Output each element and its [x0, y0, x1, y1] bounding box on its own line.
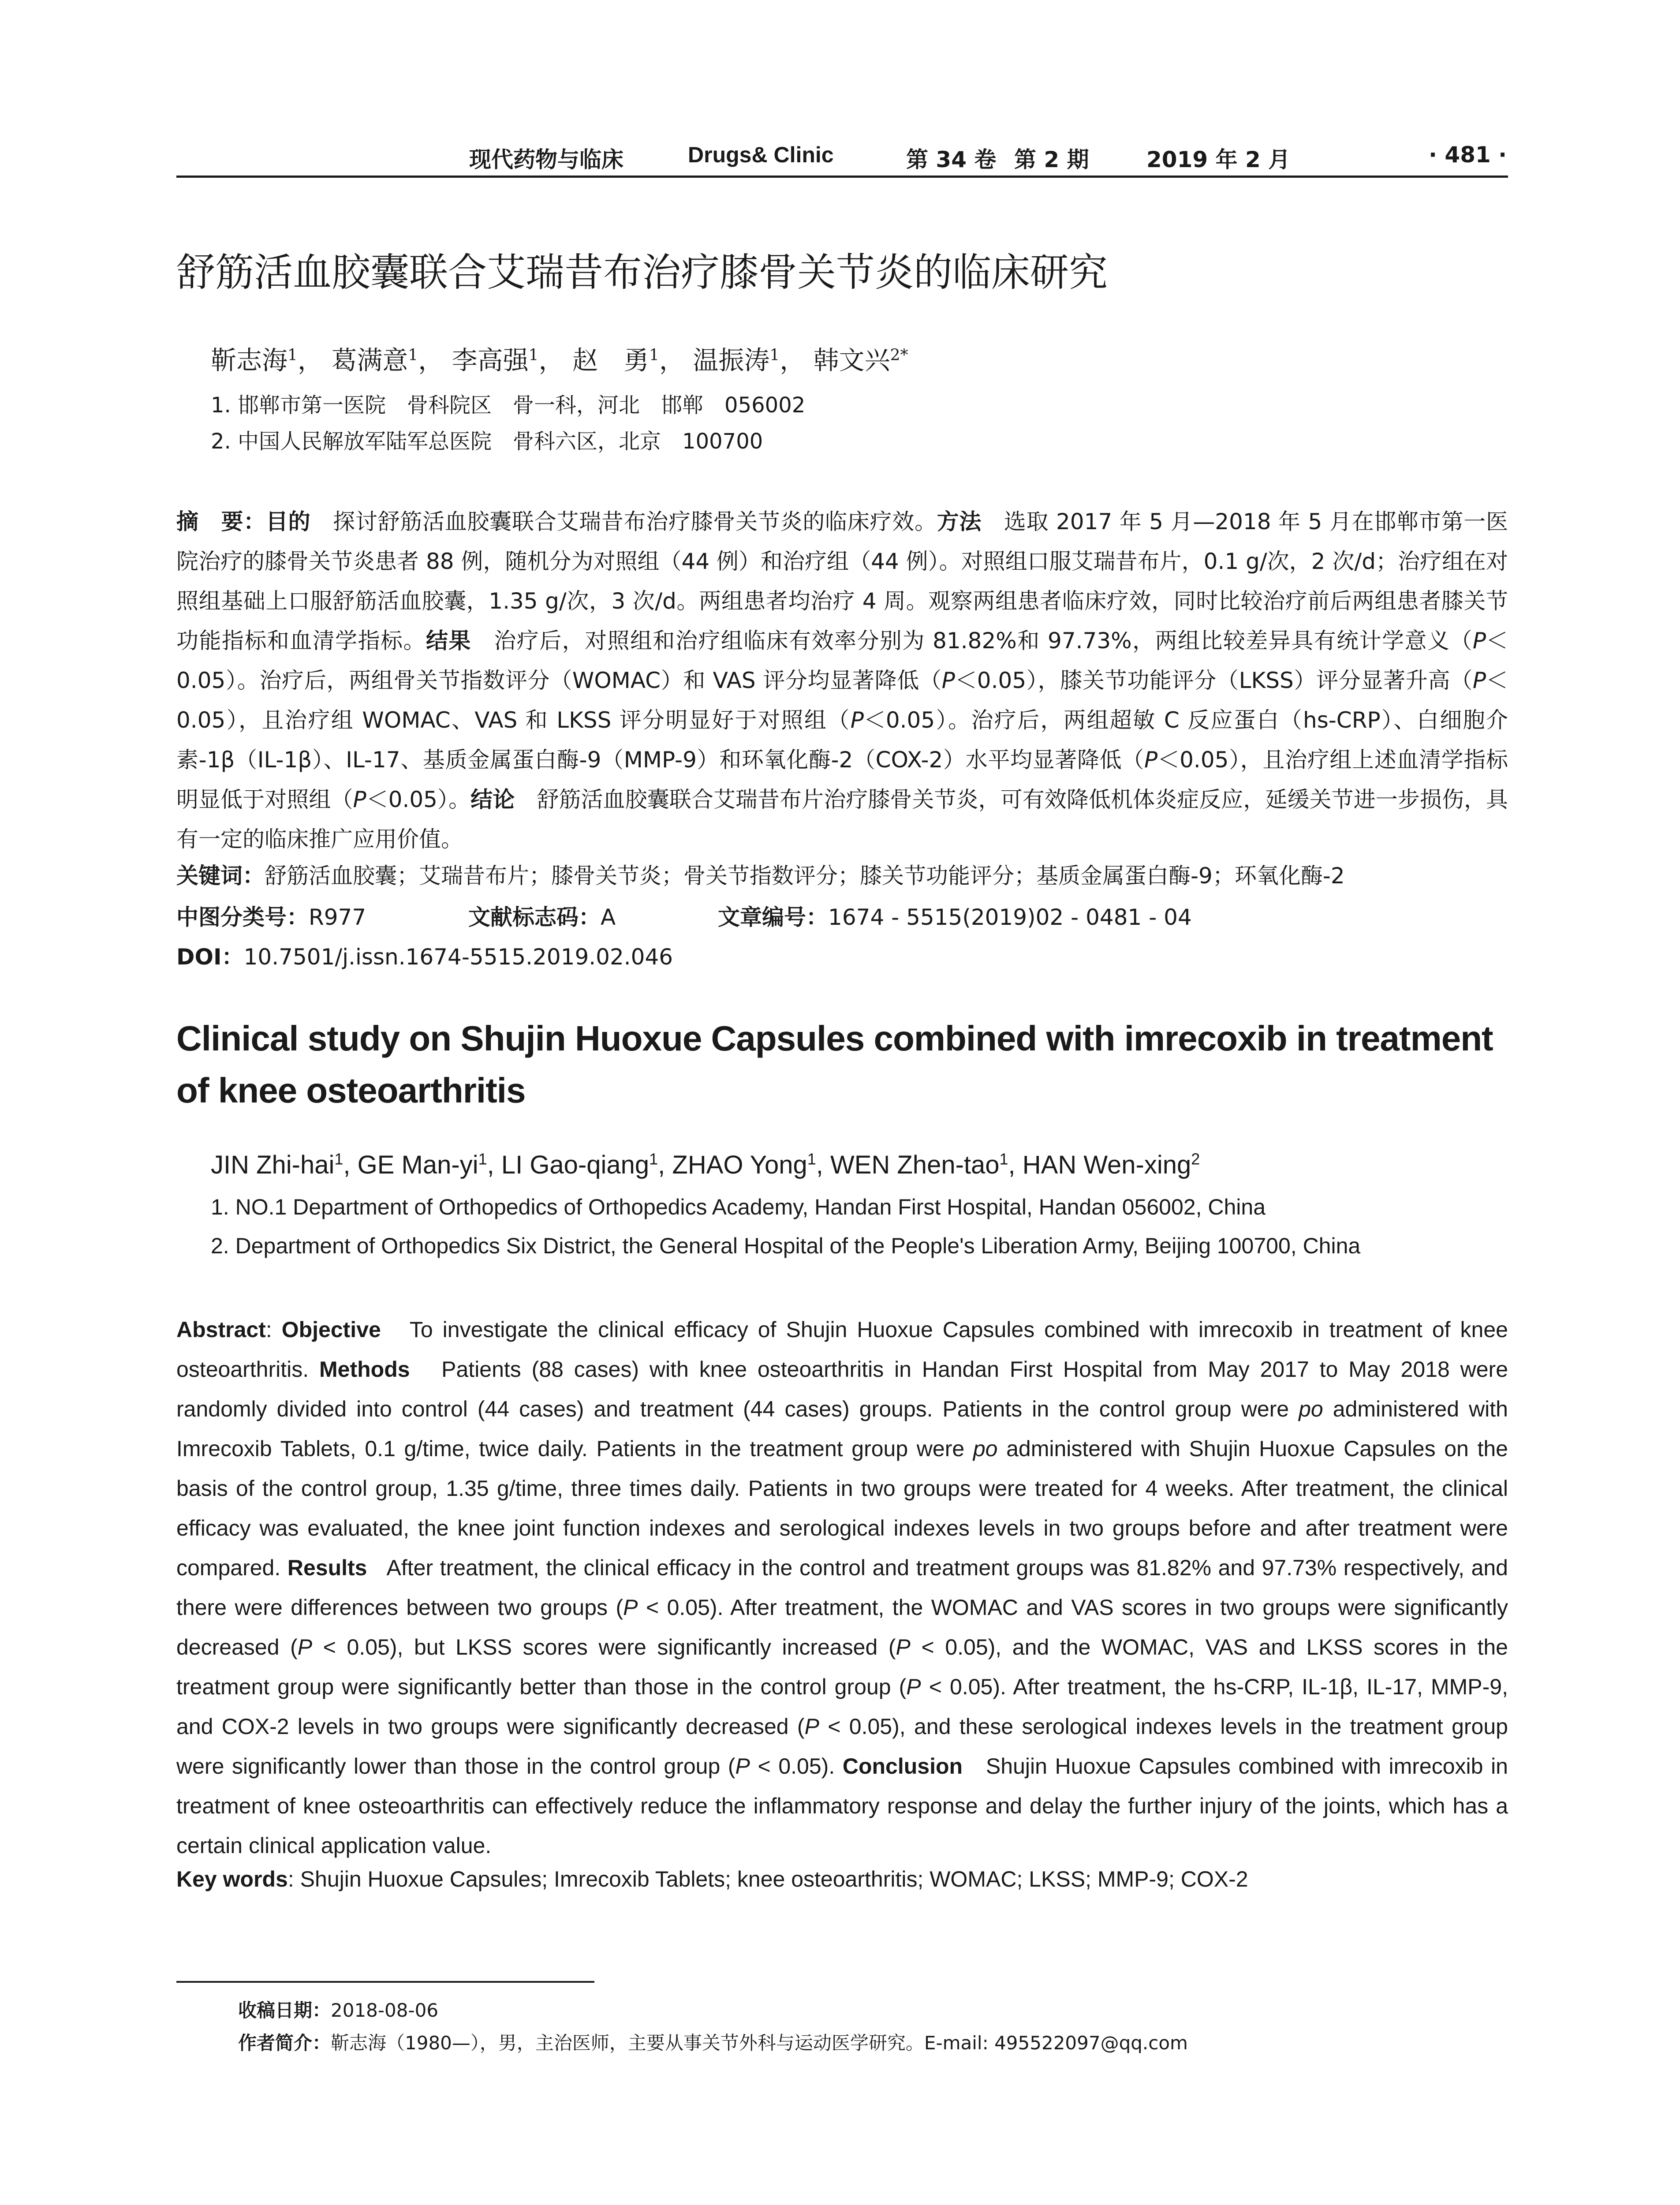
author-sup: 1 [769, 346, 780, 364]
author-cn: 葛满意 [331, 345, 408, 375]
author-en: JIN Zhi-hai [211, 1151, 335, 1179]
objective-label-en: Objective [281, 1317, 381, 1342]
affiliation-en-1: 1. NO.1 Department of Orthopedics of Orthopedics Academy, Handan First Hospital, Handan 056002, China [211, 1195, 1266, 1219]
results-label-en: Results [287, 1555, 367, 1580]
author-sup: 2* [890, 346, 908, 364]
doi-line [176, 939, 673, 971]
methods-en: administered with Shujin Huoxue Capsules on the basis of the control group, 1.35 g/time, three times daily. Patients in two groups were treated for 4 weeks. After treatment, the clinical efficacy was evaluated, the knee joint function indexes and serological indexes levels in two groups before and after treatment were compared. [176, 1436, 1508, 1580]
author-cn: 李高强 [452, 345, 529, 375]
author-sup: 1 [807, 1150, 816, 1168]
title-cn: 舒筋活血胶囊联合艾瑞昔布治疗膝骨关节炎的临床研究 [176, 250, 1108, 295]
results-en: After treatment, the clinical efficacy in the control and treatment groups was 81.82% and 97.73% respectively, and there were differences between two groups ( [176, 1555, 1508, 1620]
author-en: LI Gao-qiang [501, 1151, 650, 1179]
classification-line [176, 900, 1192, 931]
results-cn: ＜0.05）。治疗后，两组超敏 C 反应蛋白（hs-CRP）、白细胞介素-1β（IL-1β）、IL-17、基质金属蛋白酶-9（MMP-9）和环氧化酶-2（COX-2）水平均显著降低（ [176, 707, 1508, 773]
doc-code-value: A [601, 904, 616, 930]
author-en: HAN Wen-xing [1022, 1151, 1191, 1179]
received-date [238, 1996, 438, 2022]
doi-label: DOI： [176, 944, 244, 970]
authors-en: JIN Zhi-hai$^1$, GE Man-$yi^1$, LI Gao-qiang$^1$, ZHAO Yong$^1$, WEN Zhen-tao$^1$, HAN Wen-xing$^2$ [211, 1150, 1200, 1179]
keywords-label-en: Key words [176, 1867, 288, 1891]
p-symbol: P [906, 1674, 921, 1699]
author-sup: 1 [478, 1150, 487, 1168]
results-en: < 0.05). [758, 1754, 835, 1779]
methods-en: Patients (88 cases) with knee osteoarthritis in Handan First Hospital from May 2017 to May 2018 were randomly divided into control (44 cases) and treatment (44 cases) groups. Patients in the control group were [176, 1357, 1508, 1421]
conclusion-cn: 舒筋活血胶囊联合艾瑞昔布片治疗膝骨关节炎，可有效降低机体炎症反应，延缓关节进一步损伤，具有一定的临床推广应用价值。 [176, 787, 1508, 852]
author-sup: 1 [649, 346, 659, 364]
results-en: < 0.05). After treatment, the hs-CRP, IL-1β, IL-17, MMP-9, and COX-2 levels in two groups were significantly decreased ( [176, 1674, 1508, 1739]
doi-value: 10.7501/j.issn.1674-5515.2019.02.046 [243, 944, 673, 970]
affiliation-en-2: 2. Department of Orthopedics Six District, the General Hospital of the People's Liberation Army, Beijing 100700, China [211, 1233, 1361, 1258]
po-abbrev: po [973, 1436, 998, 1461]
results-cn: ＜0.05）。 [366, 787, 471, 812]
abstract-en: Abstract: Objective To investigate the clinical efficacy of Shujin Huoxue Capsules combined with imrecoxib in treatment of knee osteoarthritis. Methods Patients (88 cases) with knee osteoarthritis in Handan First Hospital from May 2017 to May 2018 were randomly divided into control (44 cases) and treatment (44 cases) groups. Patients in the control group were po administered with Imrecoxib Tablets, 0.1 g/time, twice daily. Patients in the treatment group were po administered with Shujin Huoxue Capsules on the basis of the control group, 1.35 g/time, three times daily. Patients in two groups were treated for 4 weeks. After treatment, the clinical efficacy was evaluated, the knee joint function indexes and serological indexes levels in two groups before and after treatment were compared. Results After treatment, the clinical efficacy in the control and treatment groups was 81.82% and 97.73% respectively, and there were differences between two groups (P < 0.05). After treatment, the WOMAC and VAS scores in two groups were significantly decreased (P < 0.05), but LKSS scores were significantly increased (P < 0.05), and the WOMAC, VAS and LKSS scores in the treatment group were significantly better than those in the control group (P < 0.05). After treatment, the hs-CRP, IL-1β, IL-17, MMP-9, and COX-2 levels in two groups were significantly decreased (P < 0.05), and these serological indexes levels in the treatment group were significantly lower than those in the control group (P < 0.05). Conclusion Shujin Huoxue Capsules combined with imrecoxib in treatment of knee osteoarthritis can effectively reduce the inflammatory response and delay the further injury of the joints, which has a certain clinical application value. [176, 1317, 1508, 1858]
author-cn: 赵 勇 [572, 345, 649, 375]
keywords-en: Key words: Shujin Huoxue Capsules; Imrecoxib Tablets; knee osteoarthritis; WOMAC; LKSS; MMP-9; COX-2 [176, 1867, 1248, 1891]
author-sup: 1 [408, 346, 418, 364]
p-symbol: P [1472, 628, 1486, 654]
methods-label-cn: 方法 [937, 509, 982, 534]
p-symbol: P [623, 1595, 638, 1620]
author-en: ZHAO Yong [672, 1151, 807, 1179]
abstract-cn [176, 502, 1508, 859]
po-abbrev: po [1299, 1397, 1323, 1421]
author-cn: 温振涛 [693, 345, 770, 375]
methods-cn: 选取 2017 年 5 月—2018 年 5 月在邯郸市第一医院治疗的膝骨关节炎患者 88 例，随机分为对照组（44 例）和治疗组（44 例）。对照组口服艾瑞昔布片，0.1 g/次，2 次/d；治疗组在对照组基础上口服舒筋活血胶囊，1.35 g/次，3 次/d。两组患者均治疗 4 周。观察两组患者临床疗效，同时比较治疗前后两组患者膝关节功能指标和血清学指标。 [176, 509, 1508, 654]
keywords-text-en: Shujin Huoxue Capsules; Imrecoxib Tablets; knee osteoarthritis; WOMAC; LKSS; MMP-9; COX-2 [300, 1867, 1248, 1891]
p-symbol: P [896, 1635, 911, 1659]
p-symbol: P [1144, 747, 1158, 773]
conclusion-label-cn: 结论 [470, 787, 515, 812]
conclusion-label-en: Conclusion [842, 1754, 963, 1779]
affiliation-cn-1: 1. 邯郸市第一医院 骨科院区 骨一科，河北 邯郸 056002 [211, 393, 806, 418]
volume: 第 34 卷 [906, 147, 997, 172]
journal-name-cn: 现代药物与临床 [469, 146, 623, 172]
results-cn: ＜0.05），且治疗组 WOMAC、VAS 和 LKSS 评分明显好于对照组（ [176, 668, 1508, 733]
authors-cn: 靳志海$^1$， 葛满意$^1$， 李高强$^1$， 赵 勇$^1$， 温振涛$^1$， 韩文兴$^{2*}$ [211, 345, 908, 375]
p-symbol: P [353, 787, 366, 812]
author-cn: 靳志海 [211, 345, 288, 375]
header-rule [176, 176, 1508, 178]
received-value: 2018-08-06 [331, 1999, 439, 2021]
methods-label-en: Methods [319, 1357, 410, 1382]
author-en: WEN Zhen-tao [830, 1151, 1000, 1179]
results-cn: 治疗后，对照组和治疗组临床有效率分别为 81.82%和 97.73%，两组比较差异具有统计学意义（ [494, 628, 1473, 654]
doc-code-label: 文献标志码： [468, 904, 601, 930]
abstract-label-en: Abstract [176, 1317, 266, 1342]
author-sup: 1 [334, 1150, 343, 1168]
p-symbol: P [804, 1714, 819, 1739]
results-en: < 0.05), and these serological indexes levels in the treatment group were significantly lower than those in the control group ( [176, 1714, 1508, 1779]
keywords-cn [176, 858, 1345, 890]
results-en: < 0.05), but LKSS scores were significantly increased ( [323, 1635, 896, 1659]
results-cn: ＜0.05），且治疗组上述血清学指标明显低于对照组（ [176, 747, 1508, 812]
p-symbol: P [1472, 668, 1486, 693]
author-sup: 1 [287, 346, 298, 364]
results-label-cn: 结果 [426, 628, 471, 654]
author-bio-label: 作者简介： [238, 2032, 331, 2054]
author-bio [238, 2029, 1188, 2055]
p-symbol: P [297, 1635, 313, 1659]
article-number-value: 1674 - 5515(2019)02 - 0481 - 04 [828, 904, 1192, 930]
footnote-rule [176, 1981, 594, 1983]
keywords-label-cn: 关键词： [176, 863, 265, 889]
objective-en: To investigate the clinical efficacy of Shujin Huoxue Capsules combined with imrecoxib in treatment of knee osteoarthritis. [176, 1317, 1508, 1382]
page-number: · 481 · [1429, 142, 1507, 168]
p-symbol: P [850, 707, 864, 733]
objective-cn: 探讨舒筋活血胶囊联合艾瑞昔布治疗膝骨关节炎的临床疗效。 [333, 509, 937, 534]
author-en: GE Man-yi [357, 1151, 478, 1179]
abstract-label-cn: 摘 要： [176, 509, 266, 534]
issue: 第 2 期 [1014, 147, 1089, 172]
author-sup: 1 [649, 1150, 658, 1168]
author-cn: 韩文兴 [813, 345, 890, 375]
title-en: Clinical study on Shujin Huoxue Capsules combined with imrecoxib in treatment of knee osteoarthritis [176, 1019, 1493, 1110]
clc-label: 中图分类号： [176, 904, 309, 930]
article-number-label: 文章编号： [718, 904, 829, 930]
affiliation-cn-2: 2. 中国人民解放军陆军总医院 骨科六区，北京 100700 [211, 429, 763, 454]
p-symbol: P [941, 668, 955, 693]
clc-value: R977 [309, 904, 366, 930]
author-sup: 1 [528, 346, 539, 364]
objective-label-cn: 目的 [265, 509, 311, 534]
results-cn: ＜0.05），膝关节功能评分（LKSS）评分显著升高（ [955, 668, 1473, 693]
results-cn: ＜0.05）。治疗后，两组骨关节指数评分（WOMAC）和 VAS 评分均显著降低（ [176, 628, 1508, 693]
conclusion-en: Shujin Huoxue Capsules combined with imrecoxib in treatment of knee osteoarthritis can effectively reduce the inflammatory response and delay the further injury of the joints, which has a certain clinical application value. [176, 1754, 1508, 1858]
issue-date: 2019 年 2 月 [1146, 147, 1291, 172]
author-bio-text: 靳志海（1980—），男，主治医师，主要从事关节外科与运动医学研究。E-mail: 495522097@qq.com [331, 2032, 1188, 2054]
p-symbol: P [735, 1754, 750, 1779]
keywords-text-cn: 舒筋活血胶囊；艾瑞昔布片；膝骨关节炎；骨关节指数评分；膝关节功能评分；基质金属蛋白酶-9；环氧化酶-2 [265, 863, 1345, 889]
author-sup: 1 [999, 1150, 1008, 1168]
methods-en: administered with Imrecoxib Tablets, 0.1 g/time, twice daily. Patients in the treatment group were [176, 1397, 1508, 1461]
received-label: 收稿日期： [238, 1999, 331, 2021]
results-en: < 0.05). After treatment, the WOMAC and VAS scores in two groups were significantly decreased ( [176, 1595, 1508, 1659]
journal-name-en: Drugs& Clinic [688, 142, 834, 167]
author-sup: 2 [1191, 1150, 1200, 1168]
results-en: < 0.05), and the WOMAC, VAS and LKSS scores in the treatment group were significantly better than those in the control group ( [176, 1635, 1508, 1699]
